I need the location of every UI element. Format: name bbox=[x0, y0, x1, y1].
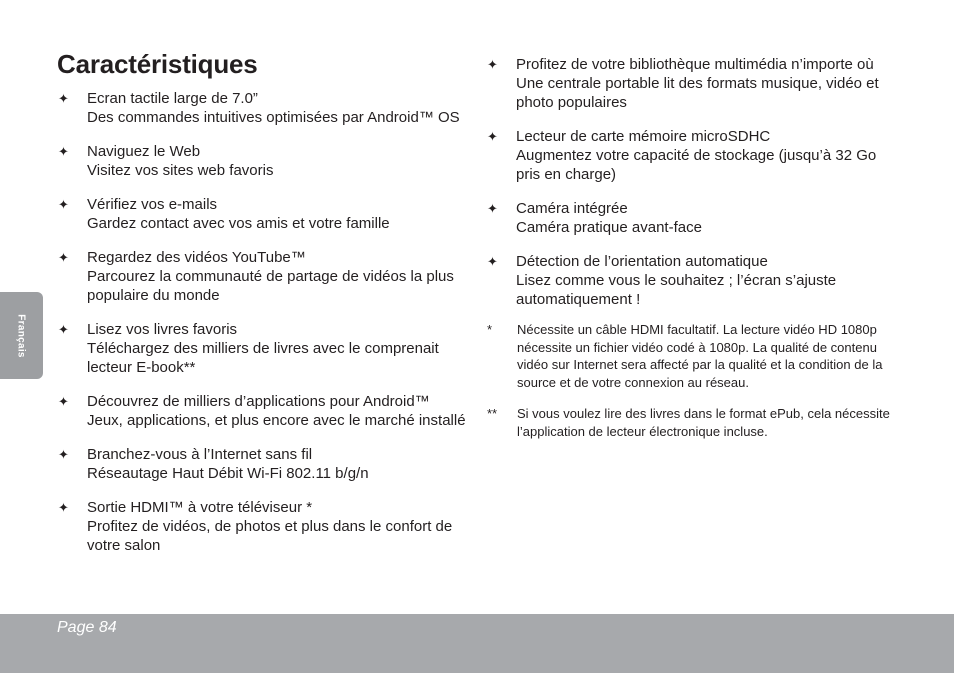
feature-item bbox=[58, 248, 468, 305]
feature-item bbox=[58, 392, 468, 430]
feature-item bbox=[487, 55, 897, 112]
feature-title: Vérifiez vos e-mails bbox=[87, 196, 218, 213]
star-bullet-icon: ✦ bbox=[487, 129, 498, 144]
star-bullet-icon: ✦ bbox=[58, 322, 69, 337]
feature-title: Naviguez le Web bbox=[87, 143, 201, 160]
star-bullet-icon: ✦ bbox=[58, 197, 69, 212]
feature-item bbox=[487, 252, 897, 309]
feature-description: Jeux, applications, et plus encore avec le marché installé bbox=[87, 412, 466, 429]
feature-description: Réseautage Haut Débit Wi-Fi 802.11 b/g/n bbox=[87, 465, 369, 482]
star-bullet-icon: ✦ bbox=[58, 394, 69, 409]
footnotes bbox=[487, 321, 897, 454]
language-tab bbox=[0, 292, 43, 379]
page-number: Page 84 bbox=[57, 619, 117, 636]
feature-description: Visitez vos sites web favoris bbox=[87, 162, 274, 179]
feature-item bbox=[58, 89, 468, 127]
feature-title: Branchez-vous à l’Internet sans fil bbox=[87, 446, 313, 463]
footnote bbox=[487, 405, 897, 440]
feature-title: Détection de l’orientation automatique bbox=[516, 253, 768, 270]
star-bullet-icon: ✦ bbox=[487, 57, 498, 72]
feature-item bbox=[58, 195, 468, 233]
feature-description: Caméra pratique avant-face bbox=[516, 219, 702, 236]
star-bullet-icon: ✦ bbox=[58, 447, 69, 462]
feature-description: Parcourez la communauté de partage de vidéos la plus populaire du monde bbox=[87, 268, 454, 304]
footnote-marker: ** bbox=[487, 406, 498, 421]
feature-title: Ecran tactile large de 7.0” bbox=[87, 90, 258, 107]
feature-description: Lisez comme vous le souhaitez ; l’écran s’ajuste automatiquement ! bbox=[516, 272, 837, 308]
feature-description: Profitez de vidéos, de photos et plus dans le confort de votre salon bbox=[87, 518, 453, 554]
feature-description: Téléchargez des milliers de livres avec le comprenait lecteur E-book** bbox=[87, 340, 439, 376]
feature-title: Profitez de votre bibliothèque multimédia n’importe où bbox=[516, 56, 874, 73]
star-bullet-icon: ✦ bbox=[58, 250, 69, 265]
star-bullet-icon: ✦ bbox=[487, 201, 498, 216]
feature-item bbox=[58, 498, 468, 555]
feature-description: Gardez contact avec vos amis et votre famille bbox=[87, 215, 390, 232]
footnote-text: Nécessite un câble HDMI facultatif. La lecture vidéo HD 1080p nécessite un fichier vidéo codé à 1080p. La qualité de contenu vidéo sur Internet sera affecté par la qualité et la condition de la source et de votre connexion au réseau. bbox=[517, 322, 883, 390]
footnote-marker: * bbox=[487, 322, 493, 337]
star-bullet-icon: ✦ bbox=[58, 91, 69, 106]
language-tab-label: Français bbox=[15, 314, 27, 358]
feature-item bbox=[58, 320, 468, 377]
footnote-text: Si vous voulez lire des livres dans le format ePub, cela nécessite l’application de lecteur électronique incluse. bbox=[517, 406, 890, 439]
feature-item bbox=[487, 199, 897, 237]
page-title: Caractéristiques bbox=[57, 49, 258, 79]
feature-description: Augmentez votre capacité de stockage (jusqu’à 32 Go pris en charge) bbox=[516, 147, 877, 183]
feature-description: Des commandes intuitives optimisées par Android™ OS bbox=[87, 109, 460, 126]
feature-description: Une centrale portable lit des formats musique, vidéo et photo populaires bbox=[516, 75, 879, 111]
feature-title: Caméra intégrée bbox=[516, 200, 628, 217]
feature-item bbox=[487, 127, 897, 184]
features-left-list bbox=[58, 89, 468, 570]
star-bullet-icon: ✦ bbox=[58, 144, 69, 159]
feature-item bbox=[58, 445, 468, 483]
footer-bar bbox=[0, 614, 954, 673]
feature-title: Découvrez de milliers d’applications pour Android™ bbox=[87, 393, 430, 410]
feature-title: Lisez vos livres favoris bbox=[87, 321, 238, 338]
features-right-list bbox=[487, 55, 897, 324]
feature-title: Sortie HDMI™ à votre téléviseur * bbox=[87, 499, 313, 516]
footnote bbox=[487, 321, 897, 391]
feature-title: Lecteur de carte mémoire microSDHC bbox=[516, 128, 771, 145]
feature-item bbox=[58, 142, 468, 180]
star-bullet-icon: ✦ bbox=[487, 254, 498, 269]
star-bullet-icon: ✦ bbox=[58, 500, 69, 515]
feature-title: Regardez des vidéos YouTube™ bbox=[87, 249, 306, 266]
